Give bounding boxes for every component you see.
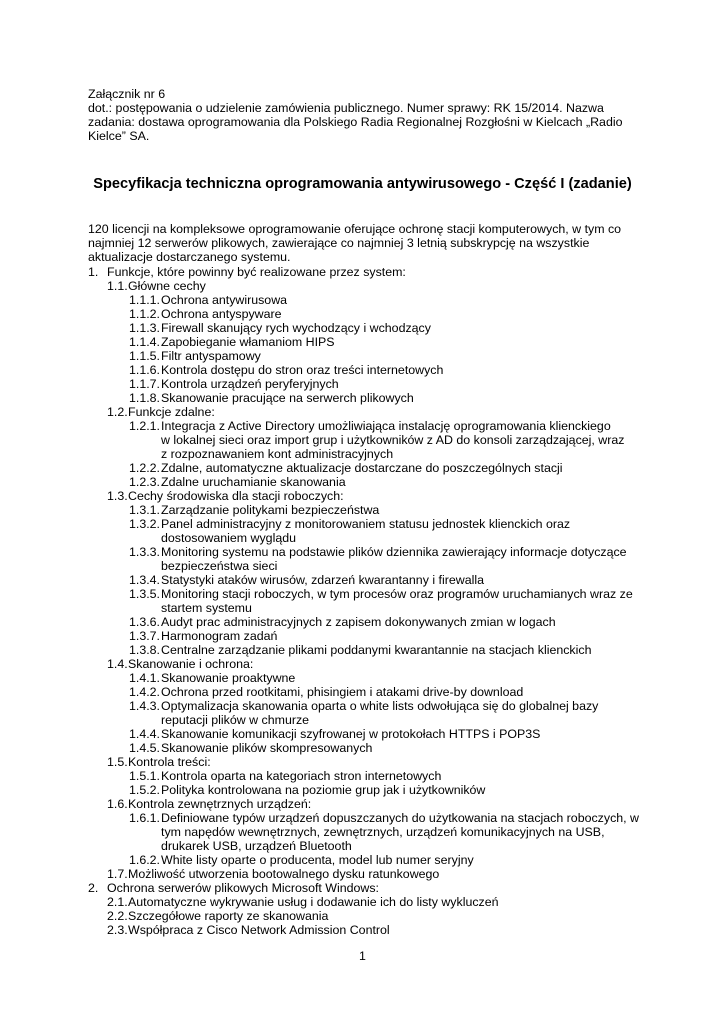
list-item-text: Zdalne uruchamianie skanowania [161, 475, 346, 489]
list-item-number: 1.4.1. [129, 671, 161, 685]
list-item-text: Harmonogram zadań [161, 629, 278, 643]
list-item [88, 811, 688, 825]
list-item [88, 349, 688, 363]
list-item [88, 377, 688, 391]
list-item-text: Polityka kontrolowana na poziomie grup jak i użytkowników [161, 783, 486, 797]
intro-line-2: najmniej 12 serwerów plikowych, zawierające co najmniej 3 letnią subskrypcję na wszystkie [88, 236, 590, 250]
list-item-text: tym napędów wewnętrznych, zewnętrznych, urządzeń komunikacyjnych na USB, [161, 825, 605, 839]
list-item [88, 629, 688, 643]
list-item-text: Statystyki ataków wirusów, zdarzeń kwarantanny i firewalla [161, 573, 484, 587]
list-item-text: Zapobieganie włamaniom HIPS [161, 335, 335, 349]
list-item [88, 923, 688, 937]
list-item-number: 1.1.3. [129, 321, 161, 335]
list-item-text: reputacji plików w chmurze [161, 713, 310, 727]
list-item-number: 1.4.5. [129, 741, 161, 755]
list-item [88, 615, 688, 629]
list-item-text: Ochrona antyspyware [161, 307, 282, 321]
list-item [88, 433, 688, 447]
list-item [88, 503, 688, 517]
list-item-number: 1.1. [107, 279, 128, 293]
list-item-text: Automatyczne wykrywanie usług i dodawanie ich do listy wykluczeń [128, 895, 499, 909]
list-item-number: 1.4.2. [129, 685, 161, 699]
list-item-text: Główne cechy [128, 279, 206, 293]
list-item-text: z rozpoznawaniem kont administracyjnych [161, 447, 394, 461]
list-item-number: 2.1. [107, 895, 128, 909]
list-item [88, 783, 688, 797]
list-item-text: Panel administracyjny z monitorowaniem statusu jednostek klienckich oraz [161, 517, 571, 531]
list-item [88, 531, 688, 545]
list-item-text: Kontrola oparta na kategoriach stron internetowych [161, 769, 442, 783]
list-item-text: Skanowanie plików skompresowanych [161, 741, 373, 755]
list-item-text: Ochrona przed rootkitami, phisingiem i atakami drive-by download [161, 685, 524, 699]
intro-line-3: aktualizacje dostarczanego systemu. [88, 250, 291, 264]
list-item-text: Kontrola dostępu do stron oraz treści internetowych [161, 363, 444, 377]
list-item [88, 825, 688, 839]
intro-line-1: 120 licencji na kompleksowe oprogramowanie oferujące ochronę stacji komputerowych, w tym co [88, 222, 622, 236]
list-item-number: 1.7. [107, 867, 128, 881]
list-item-number: 1.1.6. [129, 363, 161, 377]
list-item [88, 895, 688, 909]
list-item [88, 755, 688, 769]
list-item-text: Integracja z Active Directory umożliwiająca instalację oprogramowania klienckiego [161, 419, 611, 433]
list-item [88, 671, 688, 685]
list-item [88, 279, 688, 293]
list-item-number: 1.3.3. [129, 545, 161, 559]
annex-label: Załącznik nr 6 [88, 87, 166, 101]
list-item [88, 727, 688, 741]
list-item-text: Funkcje, które powinny być realizowane przez system: [107, 265, 406, 279]
page-title: Specyfikacja techniczna oprogramowania antywirusowego - Część I (zadanie) [93, 176, 632, 192]
list-item-text: Monitoring stacji roboczych, w tym procesów oraz programów uruchamianych wraz ze [161, 587, 633, 601]
list-item-number: 1.6.2. [129, 853, 161, 867]
list-item [88, 769, 688, 783]
list-item [88, 321, 688, 335]
list-item-number: 2. [88, 881, 99, 895]
list-item-number: 1.2.2. [129, 461, 161, 475]
list-item-text: Współpraca z Cisco Network Admission Control [128, 923, 390, 937]
list-item [88, 489, 688, 503]
list-item-number: 1.6. [107, 797, 128, 811]
document-header [88, 87, 640, 143]
list-item-number: 1.2.3. [129, 475, 161, 489]
list-item-number: 1.3.1. [129, 503, 161, 517]
list-item [88, 867, 688, 881]
list-item-number: 2.2. [107, 909, 128, 923]
page-number: 1 [359, 949, 366, 963]
list-item [88, 559, 688, 573]
list-item-text: Cechy środowiska dla stacji roboczych: [128, 489, 344, 503]
list-item [88, 265, 688, 279]
list-item [88, 839, 688, 853]
list-item-number: 1.1.8. [129, 391, 161, 405]
list-item [88, 587, 688, 601]
list-item-text: Zdalne, automatyczne aktualizacje dostarczane do poszczególnych stacji [161, 461, 563, 475]
list-item-number: 1.3.7. [129, 629, 161, 643]
list-item-number: 1.3.5. [129, 587, 161, 601]
header-line-1: dot.: postępowania o udzielenie zamówienia publicznego. Numer sprawy: RK 15/2014. Nazwa [88, 101, 604, 115]
list-item [88, 909, 688, 923]
list-item-text: Skanowanie komunikacji szyfrowanej w protokołach HTTPS i POP3S [161, 727, 541, 741]
list-item-text: Skanowanie pracujące na serwerch plikowych [161, 391, 414, 405]
list-item [88, 293, 688, 307]
list-item [88, 391, 688, 405]
list-item-number: 1.2.1. [129, 419, 161, 433]
list-item-number: 1.4.3. [129, 699, 161, 713]
list-item [88, 797, 688, 811]
list-item-number: 1.5. [107, 755, 128, 769]
list-item-number: 1.5.1. [129, 769, 161, 783]
list-item-number: 2.3. [107, 923, 128, 937]
list-item-text: Ochrona antywirusowa [161, 293, 288, 307]
list-item-number: 1.5.2. [129, 783, 161, 797]
list-item [88, 363, 688, 377]
list-item-text: Możliwość utworzenia bootowalnego dysku ratunkowego [128, 867, 440, 881]
list-item-text: Optymalizacja skanowania oparta o white lists odwołująca się do globalnej bazy [161, 699, 599, 713]
list-item-text: Funkcje zdalne: [128, 405, 215, 419]
list-item-text: Ochrona serwerów plikowych Microsoft Windows: [107, 881, 379, 895]
list-item [88, 643, 688, 657]
list-item-text: Kontrola zewnętrznych urządzeń: [128, 797, 312, 811]
list-item [88, 307, 688, 321]
list-item-text: Szczegółowe raporty ze skanowania [128, 909, 329, 923]
list-item [88, 419, 688, 433]
list-item [88, 447, 688, 461]
list-item-text: Firewall skanujący rych wychodzący i wchodzący [161, 321, 431, 335]
list-item [88, 881, 688, 895]
list-item [88, 545, 688, 559]
list-item-text: Skanowanie i ochrona: [128, 657, 254, 671]
list-item [88, 573, 688, 587]
list-item-number: 1.3.4. [129, 573, 161, 587]
list-item-number: 1.1.5. [129, 349, 161, 363]
list-item-text: Filtr antyspamowy [161, 349, 261, 363]
list-item-number: 1. [88, 265, 99, 279]
list-item-text: bezpieczeństwa sieci [161, 559, 278, 573]
header-line-2: zadania: dostawa oprogramowania dla Polskiego Radia Regionalnej Rozgłośni w Kielcach „Radio [88, 115, 623, 129]
list-item [88, 517, 688, 531]
specification-list [88, 265, 688, 937]
list-item-number: 1.1.4. [129, 335, 161, 349]
list-item [88, 335, 688, 349]
list-item-text: Monitoring systemu na podstawie plików dziennika zawierający informacje dotyczące [161, 545, 627, 559]
list-item-text: Skanowanie proaktywne [161, 671, 296, 685]
list-item [88, 475, 688, 489]
list-item-text: Zarządzanie politykami bezpieczeństwa [161, 503, 380, 517]
list-item-number: 1.4. [107, 657, 128, 671]
list-item [88, 853, 688, 867]
list-item [88, 741, 688, 755]
list-item-number: 1.3. [107, 489, 128, 503]
list-item-text: Kontrola urządzeń peryferyjnych [161, 377, 339, 391]
list-item-number: 1.2. [107, 405, 128, 419]
list-item [88, 461, 688, 475]
list-item-number: 1.6.1. [129, 811, 161, 825]
list-item-text: dostosowaniem wyglądu [161, 531, 296, 545]
list-item-number: 1.3.2. [129, 517, 161, 531]
list-item [88, 699, 688, 713]
list-item [88, 601, 688, 615]
header-line-3: Kielce” SA. [88, 129, 150, 143]
list-item-number: 1.4.4. [129, 727, 161, 741]
list-item-text: White listy oparte o producenta, model lub numer seryjny [161, 853, 474, 867]
list-item-text: Audyt prac administracyjnych z zapisem dokonywanych zmian w logach [161, 615, 556, 629]
list-item-text: Centralne zarządzanie plikami poddanymi kwarantannie na stacjach klienckich [161, 643, 592, 657]
list-item [88, 713, 688, 727]
list-item-number: 1.3.8. [129, 643, 161, 657]
list-item-number: 1.1.2. [129, 307, 161, 321]
intro-paragraph [88, 222, 648, 264]
list-item-text: w lokalnej sieci oraz import grup i użytkowników z AD do konsoli zarządzającej, wraz [161, 433, 625, 447]
list-item-number: 1.1.1. [129, 293, 161, 307]
list-item-text: Kontrola treści: [128, 755, 211, 769]
list-item [88, 685, 688, 699]
list-item [88, 405, 688, 419]
list-item-text: drukarek USB, urządzeń Bluetooth [161, 839, 352, 853]
list-item [88, 657, 688, 671]
list-item-text: startem systemu [161, 601, 252, 615]
list-item-number: 1.1.7. [129, 377, 161, 391]
list-item-number: 1.3.6. [129, 615, 161, 629]
list-item-text: Definiowane typów urządzeń dopuszczanych do użytkowania na stacjach roboczych, w [161, 811, 639, 825]
